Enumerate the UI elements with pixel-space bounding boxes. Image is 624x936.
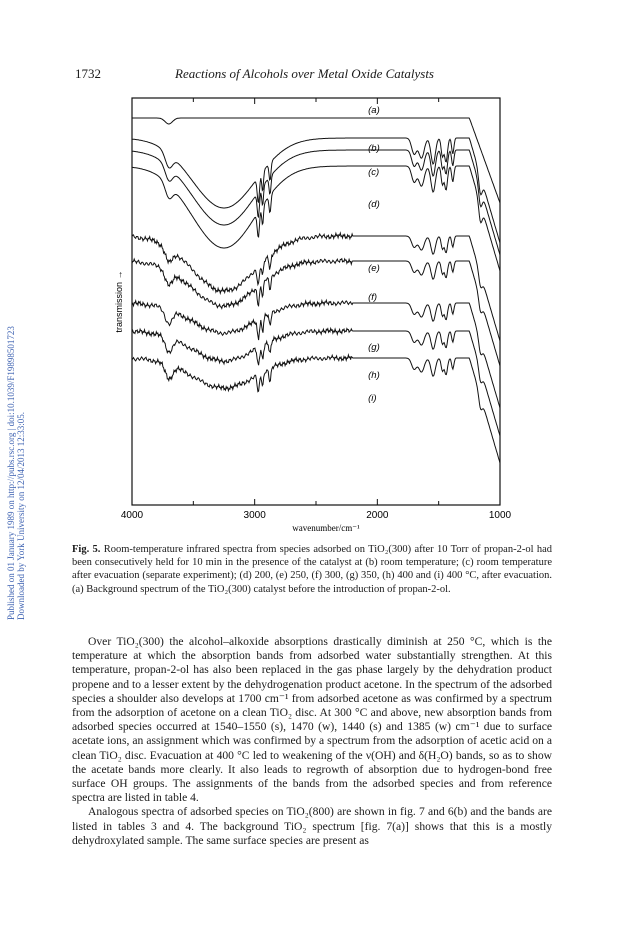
axis-ticks bbox=[121, 98, 512, 521]
series-label: (e) bbox=[368, 263, 380, 274]
download-notice bbox=[6, 150, 26, 620]
spectrum-line bbox=[132, 138, 500, 243]
running-title: Reactions of Alcohols over Metal Oxide Catalysts bbox=[175, 66, 434, 81]
spectrum-line bbox=[132, 166, 500, 271]
series-label: (a) bbox=[368, 105, 380, 116]
series-label: (f) bbox=[368, 292, 378, 303]
series-label: (i) bbox=[368, 393, 377, 404]
series-label: (d) bbox=[368, 199, 380, 210]
page-header bbox=[75, 66, 545, 84]
series-label: (h) bbox=[368, 370, 380, 381]
x-tick-label: 3000 bbox=[243, 510, 266, 521]
spectrum-line bbox=[132, 355, 500, 463]
spectrum-line bbox=[132, 259, 500, 366]
x-axis-label: wavenumber/cm⁻¹ bbox=[292, 523, 360, 533]
ir-spectra-figure bbox=[110, 88, 520, 533]
spectrum-line bbox=[132, 118, 500, 203]
spectrum-line bbox=[132, 233, 500, 341]
download-line: Downloaded by York University on 12/04/2013 12:33:05. bbox=[16, 412, 26, 620]
spectrum-line bbox=[132, 300, 500, 408]
caption-text: Room-temperature infrared spectra from species adsorbed on TiO₂(300) after 10 Torr of propan-2-ol had been consecutively held for 10 min in the presence of the catalyst at (b) room temperature; (c) room temperature after evacuation (separate experiment); (d) 200, (e) 250, (f) 300, (g) 350, (h) 400 and (i) 400 °C, after evacuation. (a) Background spectrum of the TiO₂(300) catalyst before the introduction of propan-2-ol. bbox=[72, 544, 552, 595]
x-tick-label: 4000 bbox=[120, 510, 144, 521]
figure-caption bbox=[72, 543, 552, 596]
series-label: (b) bbox=[368, 143, 380, 154]
x-tick-label: 1000 bbox=[488, 510, 512, 521]
caption-label: Fig. 5. bbox=[72, 544, 101, 555]
publication-line: Published on 01 January 1989 on http://pubs.rsc.org | doi:10.1039/F19898501723 bbox=[6, 326, 16, 620]
x-tick-label: 2000 bbox=[366, 510, 389, 521]
spectrum-line bbox=[132, 150, 500, 255]
series-labels bbox=[368, 105, 380, 404]
series-label: (c) bbox=[368, 167, 380, 178]
series-label: (g) bbox=[368, 342, 380, 353]
paragraph: Analogous spectra of adsorbed species on TiO₂(800) are shown in fig. 7 and 6(b) and the bands are listed in tables 3 and 4. The background TiO₂ spectrum [fig. 7(a)] shows that this is a mostly dehydroxylated sample. The same surface species are present as bbox=[72, 805, 552, 847]
page-number: 1732 bbox=[75, 66, 101, 81]
paragraph: Over TiO₂(300) the alcohol–alkoxide absorptions drastically diminish at 250 °C, which is the temperature at which the absorption bands from adsorbed water substantially strengthen. At this temperature, propan-2-ol has also been replaced in the gas phase largely by the dehydration product propene and to a lesser extent by the dehydrogenation product acetone. In the spectrum of the adsorbed species a shoulder also develops at 1700 cm⁻¹ from adsorbed acetone as was confirmed by a spectrum from the adsorption of acetone on a clean TiO₂ disc. At 300 °C and above, new absorption bands from adsorbed species occurred at 1540–1550 (s), 1470 (w), 1440 (s) and 1385 (w) cm⁻¹ due to surface acetate ions, an assignment which was confirmed by a spectrum from the adsorption of acetic acid on a clean TiO₂ disc. Evacuation at 400 °C led to weakening of the ν(OH) and δ(H₂O) bands, so as to show the acetate bands more clearly. It also leads to regrowth of absorption due to hydrogen-bond free surface OH groups. The assignments of the bands from the adsorbed species and from reference spectra are listed in table 4. bbox=[72, 635, 552, 805]
spectrum-line bbox=[132, 328, 500, 436]
spectra-lines bbox=[132, 118, 500, 463]
y-axis-label: transmission → bbox=[114, 270, 124, 333]
body-text bbox=[72, 635, 552, 848]
